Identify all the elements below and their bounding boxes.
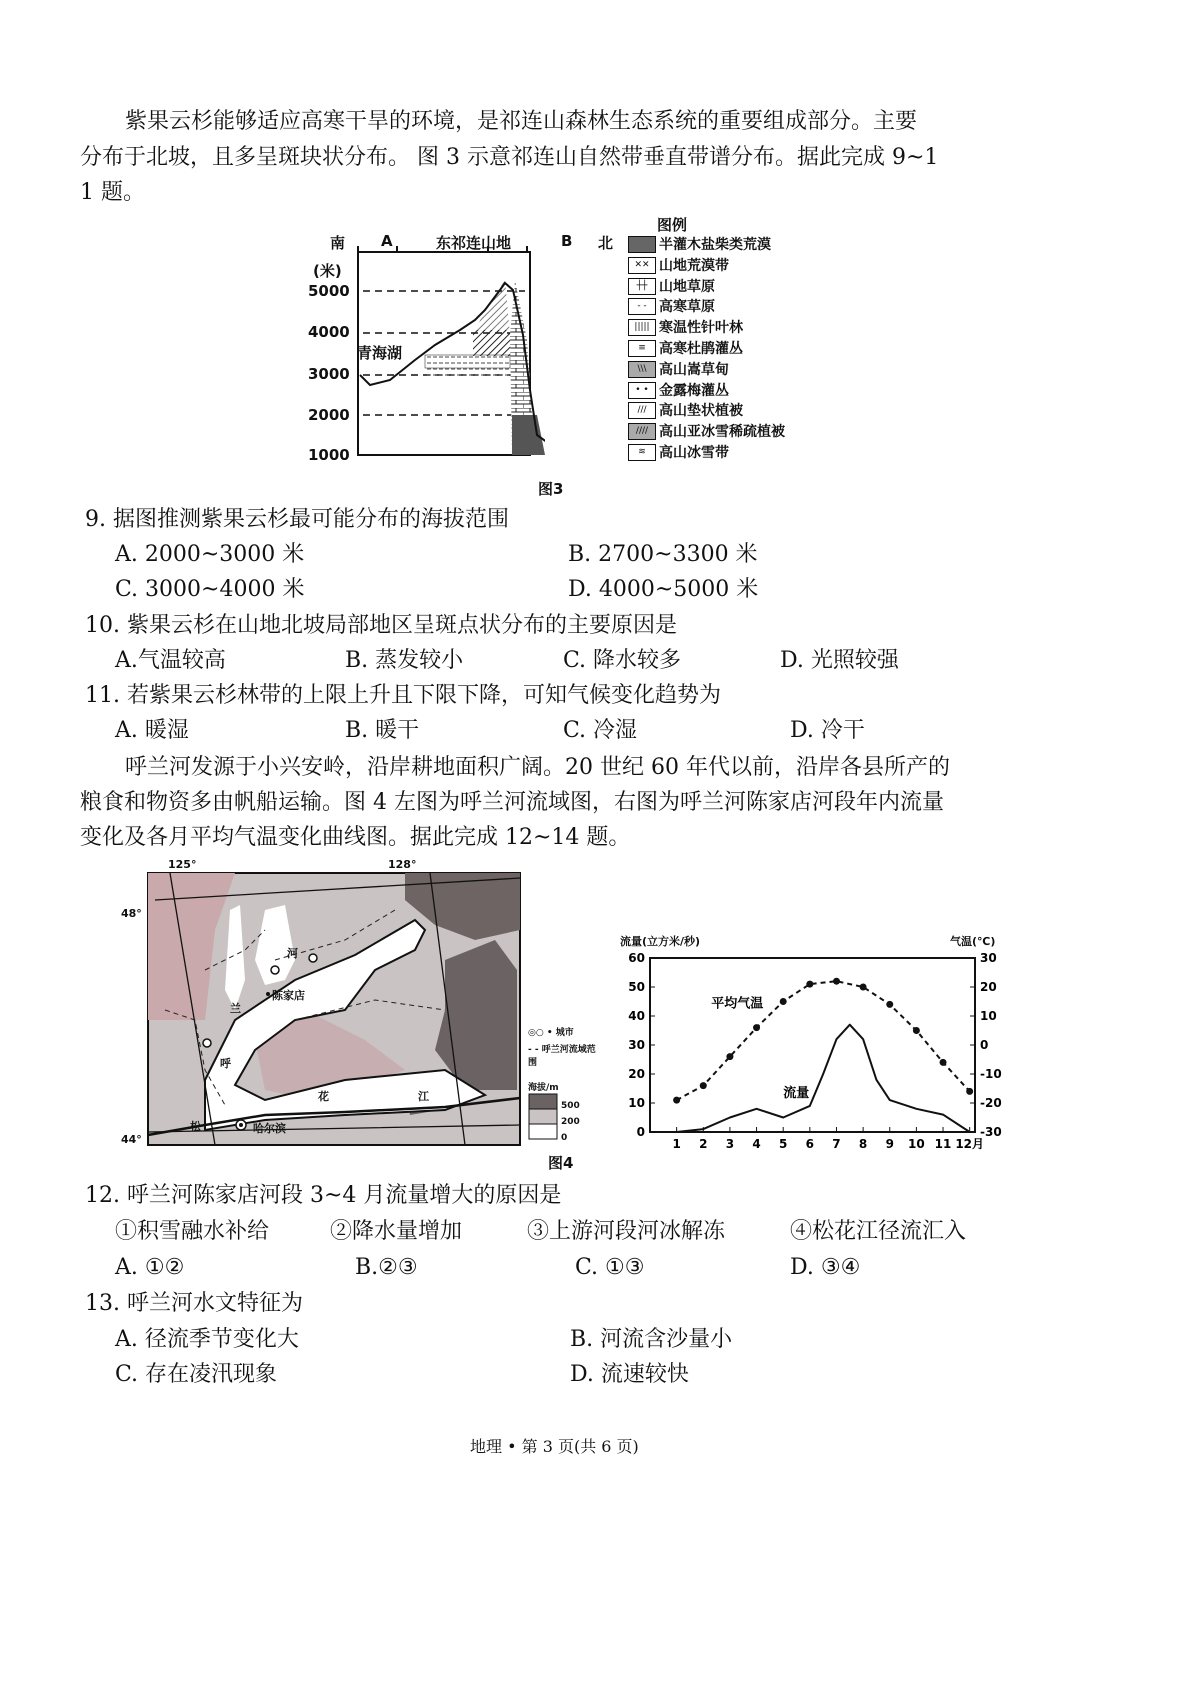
- y2-tick-label: -30: [980, 1125, 1002, 1139]
- x-tick-label: 12月: [955, 1137, 985, 1151]
- fig3-ytick: 5000: [308, 282, 350, 300]
- hulan-basin-map: [145, 870, 525, 1150]
- legend-swatch: - -: [628, 298, 656, 315]
- x-tick-label: 5: [779, 1137, 788, 1151]
- temperature-point: [700, 1082, 707, 1089]
- x-tick-label: 1: [672, 1137, 681, 1151]
- temperature-point: [780, 998, 787, 1005]
- temperature-point: [940, 1059, 947, 1066]
- y2-tick-label: 30: [980, 951, 997, 965]
- map-river-label: 江: [418, 1090, 429, 1103]
- intro2-line2: 粮食和物资多由帆船运输。图 4 左图为呼兰河流域图，右图为呼兰河陈家店河段年内流量: [80, 790, 944, 815]
- fig3-unit: (米): [313, 262, 342, 280]
- intro2-line1: 呼兰河发源于小兴安岭，沿岸耕地面积广阔。20 世纪 60 年代以前，沿岸各县所产的: [125, 755, 950, 780]
- legend-label: 高山冰雪带: [659, 445, 729, 461]
- map-lat-48: 48°: [121, 907, 142, 920]
- q9-option-a: A. 2000~3000 米: [115, 542, 305, 567]
- fig3-zone-b: B: [561, 232, 573, 250]
- legend-swatch: ////: [628, 423, 656, 440]
- q11-stem: 11. 若紫果云杉林带的上限上升且下限下降，可知气候变化趋势为: [85, 683, 721, 708]
- y-tick-label: 0: [636, 1125, 645, 1139]
- elev-tick: 200: [561, 1117, 580, 1127]
- y-tick-label: 60: [628, 951, 645, 965]
- map-river-label: 河: [287, 947, 298, 960]
- map-legend-elev-title: 海拔/m: [528, 1083, 559, 1093]
- q10-option-a: A.气温较高: [115, 648, 226, 673]
- map-lat-44: 44°: [121, 1133, 142, 1146]
- legend-city-text: 城市: [555, 1028, 574, 1038]
- q12-item-3: ③上游河段河冰解冻: [527, 1219, 726, 1244]
- elev-tick: 500: [561, 1101, 580, 1111]
- y2-tick-label: -20: [980, 1096, 1002, 1110]
- temperature-point: [860, 984, 867, 991]
- fig3-caption: 图3: [538, 480, 564, 498]
- legend-swatch: |||||: [628, 319, 656, 336]
- page-footer: 地理 • 第 3 页(共 6 页): [470, 1437, 639, 1456]
- x-tick-label: 2: [699, 1137, 708, 1151]
- fig3-ytick: 4000: [308, 323, 350, 341]
- y2-tick-label: -10: [980, 1067, 1002, 1081]
- flow-series-label: 流量: [783, 1086, 810, 1102]
- legend-swatch: • •: [628, 382, 656, 399]
- intro1-line2: 分布于北坡，且多呈斑块状分布。 图 3 示意祁连山自然带垂直带谱分布。据此完成 9~1: [80, 145, 939, 170]
- map-river-label: 花: [318, 1090, 329, 1103]
- x-tick-label: 4: [752, 1137, 761, 1151]
- q13-option-c: C. 存在凌汛现象: [115, 1362, 278, 1387]
- x-tick-label: 6: [805, 1137, 815, 1151]
- q10-stem: 10. 紫果云杉在山地北坡局部地区呈斑点状分布的主要原因是: [85, 613, 677, 638]
- map-river-label: 呼: [220, 1057, 231, 1070]
- temperature-point: [966, 1088, 973, 1095]
- legend-label: 高寒杜鹃灌丛: [659, 341, 743, 357]
- q13-option-b: B. 河流含沙量小: [570, 1327, 733, 1352]
- temperature-point: [673, 1097, 680, 1104]
- q12-option-d: D. ③④: [790, 1255, 861, 1280]
- q12-item-4: ④松花江径流汇入: [790, 1219, 967, 1244]
- legend-label: 半灌木盐柴类荒漠: [659, 237, 771, 253]
- legend-label: 金露梅灌丛: [659, 382, 729, 399]
- chart-y2label: 气温(℃): [950, 935, 996, 948]
- flow-temp-chart: [600, 940, 1020, 1160]
- map-legend-basin: - - 呼兰河流域范围: [528, 1045, 596, 1068]
- legend-label: 高山垫状植被: [659, 403, 743, 420]
- map-lon-128: 128°: [388, 858, 417, 871]
- elev-scale: [528, 1093, 558, 1141]
- temperature-point: [753, 1024, 760, 1031]
- q12-option-c: C. ①③: [575, 1255, 645, 1280]
- legend-swatch: [628, 236, 656, 253]
- x-tick-label: 8: [858, 1137, 868, 1151]
- intro1-line3: 1 题。: [80, 180, 145, 205]
- map-city-harbin: 哈尔滨: [253, 1122, 286, 1135]
- elev-tick: 0: [561, 1133, 568, 1143]
- q12-option-a: A. ①②: [115, 1255, 185, 1280]
- x-tick-label: 3: [725, 1137, 735, 1151]
- fig3-ytick: 3000: [308, 365, 350, 383]
- fig3-south-label: 南: [330, 234, 346, 252]
- q11-option-c: C. 冷湿: [563, 718, 638, 743]
- intro1-line1: 紫果云杉能够适应高寒干旱的环境，是祁连山森林生态系统的重要组成部分。主要: [125, 109, 918, 134]
- temperature-series-label: 平均气温: [711, 996, 764, 1012]
- legend-label: 山地荒漠带: [659, 257, 729, 274]
- y-tick-label: 30: [628, 1038, 645, 1052]
- map-legend-city: ◎○ • 城市: [528, 1028, 574, 1038]
- legend-label: 寒温性针叶林: [659, 320, 743, 337]
- temperature-point: [913, 1027, 920, 1034]
- fig3-lake-label: 青海湖: [357, 344, 403, 362]
- y-tick-label: 50: [628, 980, 645, 994]
- fig4-caption: 图4: [548, 1154, 574, 1172]
- legend-label: 高寒草原: [659, 299, 715, 316]
- legend-label: 山地草原: [659, 278, 715, 295]
- fig3-north-label: 北: [598, 234, 614, 252]
- q11-option-a: A. 暖湿: [115, 718, 189, 743]
- temperature-point: [806, 981, 813, 988]
- x-tick-label: 9: [885, 1137, 894, 1151]
- legend-swatch: ✕✕: [628, 257, 656, 274]
- y-tick-label: 10: [628, 1096, 645, 1110]
- q9-option-c: C. 3000~4000 米: [115, 577, 305, 602]
- y-tick-label: 40: [628, 1009, 645, 1023]
- fig3-zone-mid: 东祁连山地: [436, 234, 512, 252]
- map-river-label: 兰: [230, 1002, 241, 1015]
- q9-option-b: B. 2700~3300 米: [568, 542, 758, 567]
- legend-swatch: ┼┼: [628, 278, 656, 295]
- fig3-zone-a: A: [381, 232, 393, 250]
- q13-stem: 13. 呼兰河水文特征为: [85, 1291, 303, 1316]
- q10-option-c: C. 降水较多: [563, 648, 682, 673]
- map-lon-125: 125°: [168, 858, 197, 871]
- q12-item-1: ①积雪融水补给: [115, 1219, 270, 1244]
- legend-basin-text: 呼兰河流域范围: [528, 1045, 596, 1068]
- y2-tick-label: 20: [980, 980, 997, 994]
- temperature-point: [833, 978, 840, 985]
- legend-label: 高山亚冰雪稀疏植被: [659, 424, 785, 441]
- legend-label: 高山嵩草甸: [659, 361, 729, 378]
- temperature-point: [886, 1001, 893, 1008]
- map-town-chenjiadian: 陈家店: [272, 989, 305, 1002]
- q11-option-d: D. 冷干: [790, 718, 865, 743]
- temperature-point: [726, 1053, 733, 1060]
- fig3-ytick: 1000: [308, 446, 350, 464]
- legend-swatch: ///: [628, 402, 656, 419]
- q12-stem: 12. 呼兰河陈家店河段 3~4 月流量增大的原因是: [85, 1183, 562, 1208]
- q12-option-b: B.②③: [355, 1255, 418, 1280]
- x-tick-label: 10: [908, 1137, 925, 1151]
- legend-swatch: ≋: [628, 444, 656, 461]
- q10-option-d: D. 光照较强: [780, 648, 899, 673]
- q9-option-d: D. 4000~5000 米: [568, 577, 759, 602]
- q12-item-2: ②降水量增加: [330, 1219, 463, 1244]
- legend-swatch: ≡: [628, 340, 656, 357]
- q13-option-d: D. 流速较快: [570, 1362, 689, 1387]
- q11-option-b: B. 暖干: [345, 718, 420, 743]
- y-tick-label: 20: [628, 1067, 645, 1081]
- x-tick-label: 11: [934, 1137, 952, 1151]
- intro2-line3: 变化及各月平均气温变化曲线图。据此完成 12~14 题。: [80, 825, 631, 850]
- q10-option-b: B. 蒸发较小: [345, 648, 464, 673]
- fig3-ytick: 2000: [308, 406, 350, 424]
- q9-stem: 9. 据图推测紫果云杉最可能分布的海拔范围: [85, 507, 509, 532]
- map-river-label: 松: [190, 1120, 201, 1133]
- chart-ylabel: 流量(立方米/秒): [620, 935, 701, 948]
- q13-option-a: A. 径流季节变化大: [115, 1327, 299, 1352]
- y2-tick-label: 10: [980, 1009, 997, 1023]
- x-tick-label: 7: [832, 1137, 841, 1151]
- y2-tick-label: 0: [980, 1038, 989, 1052]
- fig3-legend-title: 图例: [657, 216, 688, 234]
- legend-swatch: \\\: [628, 361, 656, 378]
